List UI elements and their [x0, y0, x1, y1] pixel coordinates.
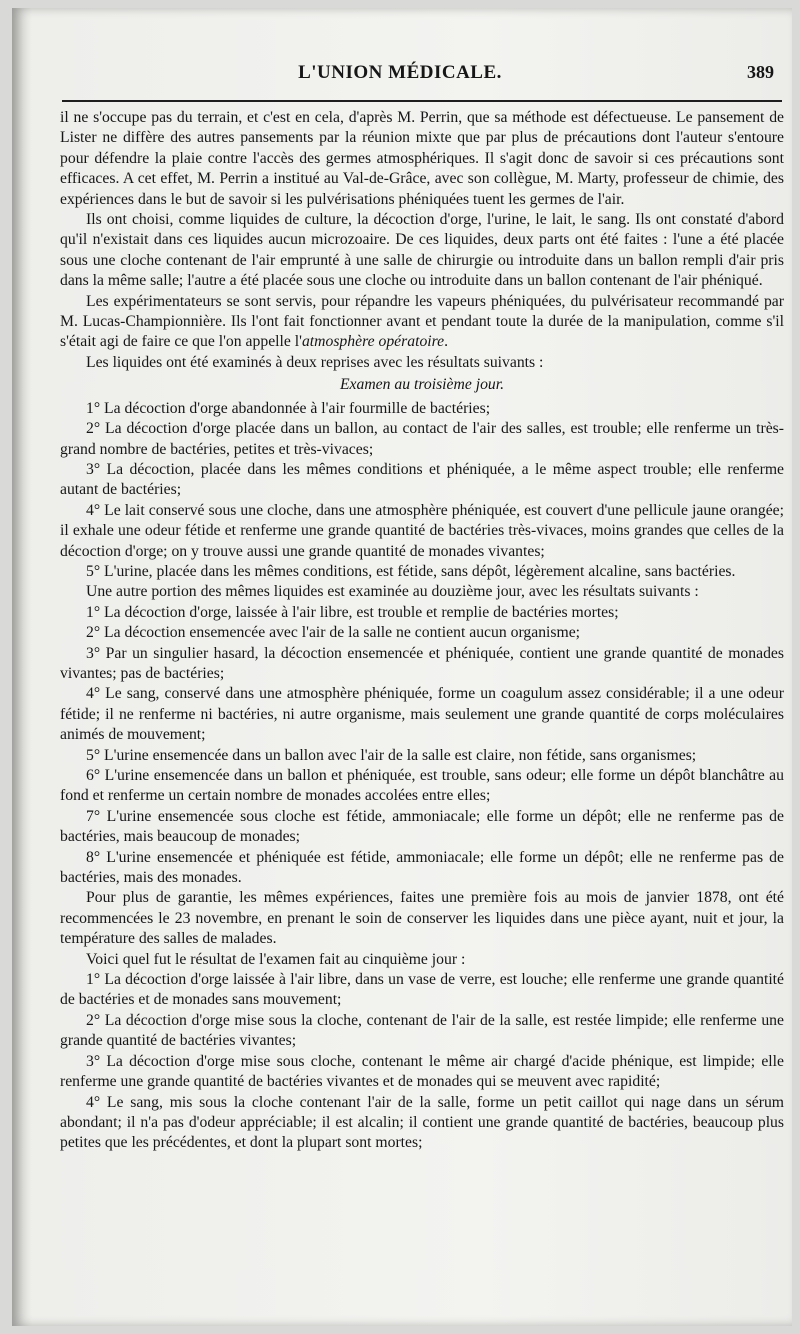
paragraph-text: Les expérimentateurs se sont servis, pour répandre les vapeurs phéniquées, du pulvérisateur recommandé par M. Lucas-Championnière. Ils l'ont fait fonctionner avant et pendant toute la durée de la manipulation, comme s'il s'était agi de faire ce que l'on appelle l' — [60, 292, 784, 351]
list-item: 4° Le sang, mis sous la cloche contenant l'air de la salle, forme un petit caillot qui nage dans un sérum abondant; il n'a pas d'odeur appréciable; il est alcalin; il contient une grande quantité de bactéries, beaucoup plus petites que les précédentes, et dont la plupart sont mortes; — [60, 1093, 784, 1152]
paragraph: Une autre portion des mêmes liquides est examinée au douzième jour, avec les résultats suivants : — [86, 583, 699, 601]
list-item: 1° La décoction d'orge laissée à l'air libre, dans un vase de verre, est louche; elle renferme une grande quantité de bactéries et de monades sans mouvement; — [60, 971, 784, 1009]
list-item: 8° L'urine ensemencée et phéniquée est fétide, ammoniacale; elle forme un dépôt; elle ne renferme pas de bactéries, mais des monades. — [60, 848, 784, 887]
list-item: 3° La décoction d'orge mise sous cloche, contenant le même air chargé d'acide phénique, est limpide; elle renferme une grande quantité de bactéries vivantes et de monades qui se meuvent avec rapidité; — [60, 1052, 784, 1091]
paragraph: Ils ont choisi, comme liquides de culture, la décoction d'orge, l'urine, le lait, le sang. Ils ont constaté d'abord qu'il n'existait dans ces liquides aucun microzoaire. De ces liquides, deux parts ont été faites : l'une a été placée sous une cloche contenant de l'air emprunté à une salle de chirurgie ou introduite dans un ballon rempli d'air pris dans la même salle; l'autre a été placée sous une cloche ou introduite dans un ballon contenant de l'air phéniqué. — [60, 211, 784, 290]
paragraph: Les liquides ont été examinés à deux reprises avec les résultats suivants : — [86, 353, 544, 371]
article-body — [60, 108, 784, 1154]
list-item: 5° L'urine, placée dans les mêmes conditions, est fétide, sans dépôt, légèrement alcaline, sans bactéries. — [86, 562, 736, 580]
paragraph — [60, 292, 784, 353]
page-number: 389 — [747, 62, 774, 82]
list-item: 2° La décoction d'orge placée dans un ballon, au contact de l'air des salles, est trouble; elle renferme un très-grand nombre de bactéries, petites et très-vivaces; — [60, 420, 784, 458]
header-rule — [62, 100, 782, 102]
paragraph: il ne s'occupe pas du terrain, et c'est en cela, d'après M. Perrin, que sa méthode est défectueuse. Le pansement de Lister ne diffère des autres pansements par la réunion mixte que par plus de précautions dont l'auteur s'entoure pour défendre la plaie contre l'accès des germes atmosphériques. Il s'agit donc de savoir si ces précautions sont efficaces. A cet effet, M. Perrin a institué au Val-de-Grâce, avec son collègue, M. Marty, professeur de chimie, des expériences dans le but de savoir si les pulvérisations phéniquées tuent les germes de l'air. — [60, 109, 784, 208]
paragraph: Voici quel fut le résultat de l'examen fait au cinquième jour : — [86, 950, 466, 968]
italic-term: atmosphère opératoire — [301, 333, 445, 351]
paragraph-end: . — [444, 333, 449, 351]
list-item: 3° La décoction, placée dans les mêmes conditions et phéniquée, a le même aspect trouble; elle renferme autant de bactéries; — [60, 460, 784, 499]
list-item: 6° L'urine ensemencée dans un ballon et phéniquée, est trouble, sans odeur; elle forme un dépôt blanchâtre au fond et renferme un certain nombre de monades accolées entre elles; — [60, 767, 784, 805]
running-title: L'UNION MÉDICALE. — [298, 62, 502, 83]
list-item: 2° La décoction ensemencée avec l'air de la salle ne contient aucun organisme; — [86, 624, 581, 642]
list-item: 5° L'urine ensemencée dans un ballon avec l'air de la salle est claire, non fétide, sans organismes; — [86, 746, 697, 764]
list-item: 2° La décoction d'orge mise sous la cloche, contenant de l'air de la salle, est restée limpide; elle renferme une grande quantité de bactéries vivantes; — [60, 1011, 784, 1050]
list-item: 3° Par un singulier hasard, la décoction ensemencée et phéniquée, contient une grande quantité de monades vivantes; pas de bactéries; — [60, 644, 784, 682]
section-subtitle: Examen au troisième jour. — [339, 376, 505, 394]
list-item: 4° Le sang, conservé dans une atmosphère phéniquée, forme un coagulum assez considérable; il a une odeur fétide; il ne renferme ni bactéries, ni autre organisme, mais seulement une grande quantité de corps moléculaires animés de mouvement; — [60, 685, 784, 744]
paragraph: Pour plus de garantie, les mêmes expériences, faites une première fois au mois de janvier 1878, ont été recommencées le 23 novembre, en prenant le soin de conserver les liquides dans une pièce ayant, nuit et jour, la température des salles de malades. — [60, 889, 784, 948]
list-item: 4° Le lait conservé sous une cloche, dans une atmosphère phéniquée, est couvert d'une pellicule jaune orangée; il exhale une odeur fétide et renferme une grande quantité de bactéries très-vivaces, moins grandes que celles de la décoction d'orge; on y trouve aussi une grande quantité de monades vivantes; — [60, 501, 784, 560]
page-header — [0, 62, 800, 92]
list-item: 1° La décoction d'orge abandonnée à l'air fourmille de bactéries; — [86, 399, 491, 417]
list-item: 7° L'urine ensemencée sous cloche est fétide, ammoniacale; elle forme un dépôt; elle ne renferme pas de bactéries, mais beaucoup de monades; — [60, 807, 784, 846]
list-item: 1° La décoction d'orge, laissée à l'air libre, est trouble et remplie de bactéries mortes; — [86, 603, 619, 621]
